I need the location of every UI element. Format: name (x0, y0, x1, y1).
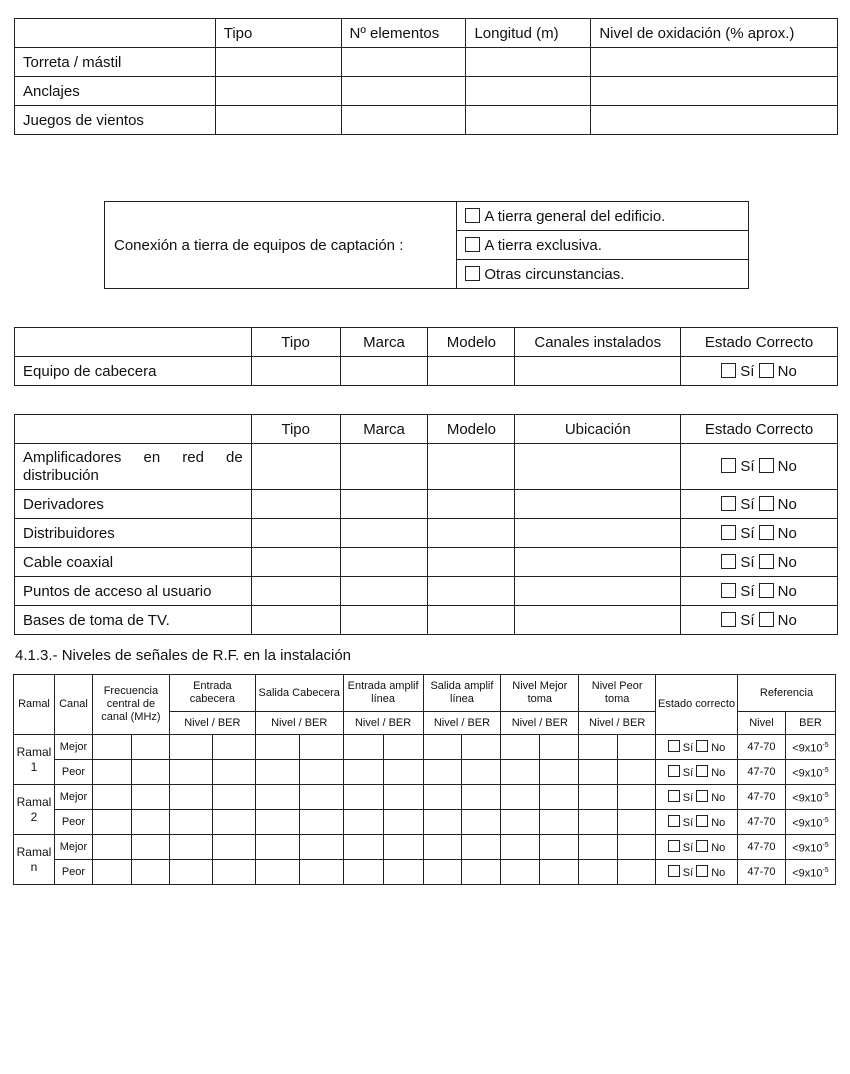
yes-no-check: Sí No (681, 606, 838, 635)
input-cell[interactable] (131, 835, 169, 860)
checkbox-icon[interactable] (696, 790, 708, 802)
input-cell[interactable] (618, 835, 656, 860)
input-cell[interactable] (251, 577, 340, 606)
input-cell[interactable] (501, 785, 540, 810)
input-cell[interactable] (92, 835, 131, 860)
table-row (14, 735, 836, 760)
input-cell[interactable] (343, 835, 383, 860)
table-row (15, 577, 838, 606)
input-cell[interactable] (383, 735, 423, 760)
input-cell[interactable] (92, 760, 131, 785)
header-frecuencia: Frecuencia central de canal (MHz) (92, 675, 169, 735)
checkbox-icon[interactable] (668, 740, 680, 752)
canal-label: Mejor (54, 785, 92, 810)
input-cell[interactable] (169, 860, 212, 885)
yes-no-check: Sí No (656, 835, 738, 860)
checkbox-icon[interactable] (696, 815, 708, 827)
checkbox-icon[interactable] (668, 765, 680, 777)
input-cell[interactable] (169, 835, 212, 860)
input-cell[interactable] (423, 835, 462, 860)
input-cell[interactable] (462, 760, 501, 785)
header-nivel-ber: Nivel / BER (423, 712, 501, 735)
input-cell[interactable] (341, 48, 466, 77)
input-cell[interactable] (591, 48, 838, 77)
yes-no-check: Sí No (681, 490, 838, 519)
ref-nivel: 47-70 (737, 835, 785, 860)
checkbox-icon[interactable] (668, 840, 680, 852)
checkbox-icon[interactable] (721, 583, 736, 598)
input-cell[interactable] (540, 785, 579, 810)
table-row (14, 785, 836, 810)
header-marca: Marca (340, 328, 428, 357)
table-header-row (15, 19, 838, 48)
yes-no-check: Sí No (656, 785, 738, 810)
input-cell[interactable] (169, 735, 212, 760)
input-cell[interactable] (383, 835, 423, 860)
header-longitud: Longitud (m) (466, 19, 591, 48)
table-row (14, 860, 836, 885)
input-cell[interactable] (428, 577, 515, 606)
input-cell[interactable] (255, 760, 299, 785)
row-label: Torreta / mástil (15, 48, 216, 77)
yes-no-check: Sí No (681, 577, 838, 606)
table-row (14, 760, 836, 785)
input-cell[interactable] (579, 835, 618, 860)
input-cell[interactable] (462, 860, 501, 885)
input-cell[interactable] (340, 444, 428, 490)
checkbox-icon[interactable] (721, 363, 736, 378)
ramal-label: Ramal 1 (14, 735, 55, 785)
input-cell[interactable] (92, 810, 131, 835)
input-cell[interactable] (340, 577, 428, 606)
input-cell[interactable] (618, 785, 656, 810)
input-cell[interactable] (215, 77, 341, 106)
table-header-row (14, 675, 836, 712)
row-label: Amplificadores en red de distribución (15, 444, 252, 490)
input-cell[interactable] (540, 760, 579, 785)
header-estado: Estado correcto (656, 675, 738, 735)
input-cell[interactable] (343, 785, 383, 810)
table-header-row (15, 328, 838, 357)
yes-no-check: Sí No (656, 810, 738, 835)
input-cell[interactable] (428, 606, 515, 635)
yes-no-check: Sí No (681, 357, 838, 386)
checkbox-icon[interactable] (721, 525, 736, 540)
checkbox-icon[interactable] (721, 496, 736, 511)
ref-ber: $<9x10^{-5}$ (785, 860, 835, 885)
input-cell[interactable] (251, 519, 340, 548)
input-cell[interactable] (343, 810, 383, 835)
input-cell[interactable] (579, 735, 618, 760)
input-cell[interactable] (501, 860, 540, 885)
input-cell[interactable] (215, 106, 341, 135)
checkbox-icon[interactable] (759, 554, 774, 569)
checkbox-icon[interactable] (721, 612, 736, 627)
input-cell[interactable] (131, 735, 169, 760)
input-cell[interactable] (212, 835, 255, 860)
input-cell[interactable] (423, 810, 462, 835)
input-cell[interactable] (428, 548, 515, 577)
input-cell[interactable] (618, 735, 656, 760)
header-referencia: Referencia (737, 675, 835, 712)
grounding-option[interactable]: Otras circunstancias. (457, 260, 749, 289)
row-label: Bases de toma de TV. (15, 606, 252, 635)
yes-no-check: Sí No (681, 444, 838, 490)
input-cell[interactable] (501, 760, 540, 785)
distribution-table (14, 414, 838, 635)
header-modelo: Modelo (428, 415, 515, 444)
input-cell[interactable] (423, 785, 462, 810)
input-cell[interactable] (299, 735, 343, 760)
ref-nivel: 47-70 (737, 735, 785, 760)
header-nivel: Nivel (737, 712, 785, 735)
input-cell[interactable] (591, 77, 838, 106)
input-cell[interactable] (131, 860, 169, 885)
canal-label: Peor (54, 810, 92, 835)
input-cell[interactable] (501, 735, 540, 760)
header-salida-cabecera: Salida Cabecera (255, 675, 343, 712)
input-cell[interactable] (428, 444, 515, 490)
header-estado: Estado Correcto (681, 328, 838, 357)
table-row (15, 77, 838, 106)
input-cell[interactable] (383, 860, 423, 885)
checkbox-icon[interactable] (721, 554, 736, 569)
checkbox-icon[interactable] (668, 865, 680, 877)
checkbox-icon[interactable] (696, 865, 708, 877)
canal-label: Peor (54, 760, 92, 785)
input-cell[interactable] (212, 785, 255, 810)
header-oxidacion: Nivel de oxidación (% aprox.) (591, 19, 838, 48)
input-cell[interactable] (579, 810, 618, 835)
ref-nivel: 47-70 (737, 860, 785, 885)
header-canales: Canales instalados (515, 328, 681, 357)
checkbox-icon[interactable] (668, 790, 680, 802)
input-cell[interactable] (383, 785, 423, 810)
grounding-option[interactable]: A tierra general del edificio. (457, 202, 749, 231)
checkbox-icon[interactable] (465, 237, 480, 252)
input-cell[interactable] (501, 835, 540, 860)
input-cell[interactable] (462, 735, 501, 760)
input-cell[interactable] (383, 810, 423, 835)
input-cell[interactable] (131, 760, 169, 785)
row-label: Puntos de acceso al usuario (15, 577, 252, 606)
checkbox-icon[interactable] (759, 583, 774, 598)
input-cell[interactable] (540, 735, 579, 760)
input-cell[interactable] (255, 835, 299, 860)
input-cell[interactable] (618, 810, 656, 835)
input-cell[interactable] (92, 785, 131, 810)
table-header-row (15, 415, 838, 444)
input-cell[interactable] (343, 760, 383, 785)
input-cell[interactable] (515, 577, 681, 606)
input-cell[interactable] (579, 760, 618, 785)
checkbox-icon[interactable] (668, 815, 680, 827)
input-cell[interactable] (423, 760, 462, 785)
input-cell[interactable] (341, 77, 466, 106)
ramal-label: Ramal 2 (14, 785, 55, 835)
input-cell[interactable] (579, 785, 618, 810)
checkbox-icon[interactable] (465, 208, 480, 223)
antenna-structure-table (14, 18, 838, 135)
input-cell[interactable] (515, 357, 681, 386)
ref-ber: $<9x10^{-5}$ (785, 735, 835, 760)
input-cell[interactable] (515, 490, 681, 519)
header-entrada-cabecera: Entrada cabecera (169, 675, 255, 712)
header-nivel-ber: Nivel / BER (255, 712, 343, 735)
input-cell[interactable] (251, 548, 340, 577)
input-cell[interactable] (92, 860, 131, 885)
table-row (15, 444, 838, 490)
checkbox-icon[interactable] (759, 525, 774, 540)
rf-body (14, 735, 836, 885)
header-canal: Canal (54, 675, 92, 735)
input-cell[interactable] (255, 735, 299, 760)
input-cell[interactable] (618, 760, 656, 785)
input-cell[interactable] (462, 835, 501, 860)
header-salida-amplif: Salida amplif línea (423, 675, 501, 712)
input-cell[interactable] (591, 106, 838, 135)
ref-ber: $<9x10^{-5}$ (785, 810, 835, 835)
canal-label: Peor (54, 860, 92, 885)
header-empty (15, 19, 216, 48)
checkbox-icon[interactable] (721, 458, 736, 473)
input-cell[interactable] (340, 548, 428, 577)
header-marca: Marca (340, 415, 428, 444)
header-mejor-toma: Nivel Mejor toma (501, 675, 579, 712)
input-cell[interactable] (212, 810, 255, 835)
table-row (14, 810, 836, 835)
input-cell[interactable] (255, 810, 299, 835)
header-nivel-ber: Nivel / BER (579, 712, 656, 735)
checkbox-icon[interactable] (759, 496, 774, 511)
input-cell[interactable] (515, 444, 681, 490)
input-cell[interactable] (299, 760, 343, 785)
input-cell[interactable] (428, 357, 515, 386)
header-estado: Estado Correcto (681, 415, 838, 444)
input-cell[interactable] (343, 735, 383, 760)
ref-nivel: 47-70 (737, 810, 785, 835)
input-cell[interactable] (212, 760, 255, 785)
input-cell[interactable] (501, 810, 540, 835)
header-nivel-ber: Nivel / BER (501, 712, 579, 735)
input-cell[interactable] (299, 785, 343, 810)
header-ramal: Ramal (14, 675, 55, 735)
input-cell[interactable] (383, 760, 423, 785)
yes-no-check: Sí No (656, 860, 738, 885)
header-entrada-amplif: Entrada amplif línea (343, 675, 423, 712)
checkbox-icon[interactable] (759, 612, 774, 627)
input-cell[interactable] (423, 735, 462, 760)
yes-no-check: Sí No (681, 548, 838, 577)
input-cell[interactable] (340, 357, 428, 386)
header-nivel-ber: Nivel / BER (343, 712, 423, 735)
row-label: Juegos de vientos (15, 106, 216, 135)
table-row (15, 548, 838, 577)
input-cell[interactable] (515, 519, 681, 548)
grounding-option[interactable]: A tierra exclusiva. (457, 231, 749, 260)
input-cell[interactable] (212, 735, 255, 760)
header-tipo: Tipo (251, 415, 340, 444)
input-cell[interactable] (428, 490, 515, 519)
grounding-label: Conexión a tierra de equipos de captación : (105, 202, 457, 289)
input-cell[interactable] (251, 490, 340, 519)
ref-nivel: 47-70 (737, 760, 785, 785)
input-cell[interactable] (340, 606, 428, 635)
checkbox-icon[interactable] (696, 765, 708, 777)
input-cell[interactable] (169, 785, 212, 810)
head-end-table (14, 327, 838, 386)
checkbox-icon[interactable] (696, 840, 708, 852)
header-nivel-ber: Nivel / BER (169, 712, 255, 735)
rf-levels-table (13, 674, 836, 885)
header-tipo: Tipo (215, 19, 341, 48)
table-row (15, 106, 838, 135)
input-cell[interactable] (251, 606, 340, 635)
input-cell[interactable] (466, 48, 591, 77)
input-cell[interactable] (462, 810, 501, 835)
input-cell[interactable] (131, 785, 169, 810)
row-label: Anclajes (15, 77, 216, 106)
ref-ber: $<9x10^{-5}$ (785, 760, 835, 785)
input-cell[interactable] (341, 106, 466, 135)
table-row (15, 490, 838, 519)
table-row (14, 835, 836, 860)
header-peor-toma: Nivel Peor toma (579, 675, 656, 712)
table-row (15, 519, 838, 548)
section-title: 4.1.3.- Niveles de señales de R.F. en la instalación (15, 647, 352, 664)
input-cell[interactable] (462, 785, 501, 810)
table-row (15, 357, 838, 386)
canal-label: Mejor (54, 835, 92, 860)
yes-no-check: Sí No (656, 760, 738, 785)
input-cell[interactable] (255, 860, 299, 885)
row-label: Cable coaxial (15, 548, 252, 577)
input-cell[interactable] (540, 810, 579, 835)
checkbox-icon[interactable] (696, 740, 708, 752)
yes-no-check: Sí No (681, 519, 838, 548)
table-row (15, 48, 838, 77)
input-cell[interactable] (540, 835, 579, 860)
checkbox-icon[interactable] (759, 458, 774, 473)
input-cell[interactable] (343, 860, 383, 885)
row-label: Equipo de cabecera (15, 357, 252, 386)
input-cell[interactable] (251, 357, 340, 386)
input-cell[interactable] (251, 444, 340, 490)
ref-ber: $<9x10^{-5}$ (785, 835, 835, 860)
header-num-elementos: Nº elementos (341, 19, 466, 48)
input-cell[interactable] (466, 77, 591, 106)
input-cell[interactable] (515, 606, 681, 635)
input-cell[interactable] (466, 106, 591, 135)
header-tipo: Tipo (251, 328, 340, 357)
table-row (15, 606, 838, 635)
input-cell[interactable] (212, 860, 255, 885)
input-cell[interactable] (169, 810, 212, 835)
checkbox-icon[interactable] (465, 266, 480, 281)
canal-label: Mejor (54, 735, 92, 760)
input-cell[interactable] (340, 519, 428, 548)
input-cell[interactable] (579, 860, 618, 885)
grounding-table (104, 201, 749, 289)
header-ber: BER (785, 712, 835, 735)
checkbox-icon[interactable] (759, 363, 774, 378)
input-cell[interactable] (169, 760, 212, 785)
input-cell[interactable] (92, 735, 131, 760)
input-cell[interactable] (131, 810, 169, 835)
row-label: Distribuidores (15, 519, 252, 548)
input-cell[interactable] (423, 860, 462, 885)
input-cell[interactable] (299, 810, 343, 835)
input-cell[interactable] (540, 860, 579, 885)
input-cell[interactable] (340, 490, 428, 519)
header-ubicacion: Ubicación (515, 415, 681, 444)
input-cell[interactable] (299, 835, 343, 860)
ramal-label: Ramal n (14, 835, 55, 885)
input-cell[interactable] (618, 860, 656, 885)
ref-ber: $<9x10^{-5}$ (785, 785, 835, 810)
yes-no-check: Sí No (656, 735, 738, 760)
ref-nivel: 47-70 (737, 785, 785, 810)
input-cell[interactable] (215, 48, 341, 77)
input-cell[interactable] (255, 785, 299, 810)
input-cell[interactable] (428, 519, 515, 548)
input-cell[interactable] (515, 548, 681, 577)
header-modelo: Modelo (428, 328, 515, 357)
input-cell[interactable] (299, 860, 343, 885)
row-label: Derivadores (15, 490, 252, 519)
